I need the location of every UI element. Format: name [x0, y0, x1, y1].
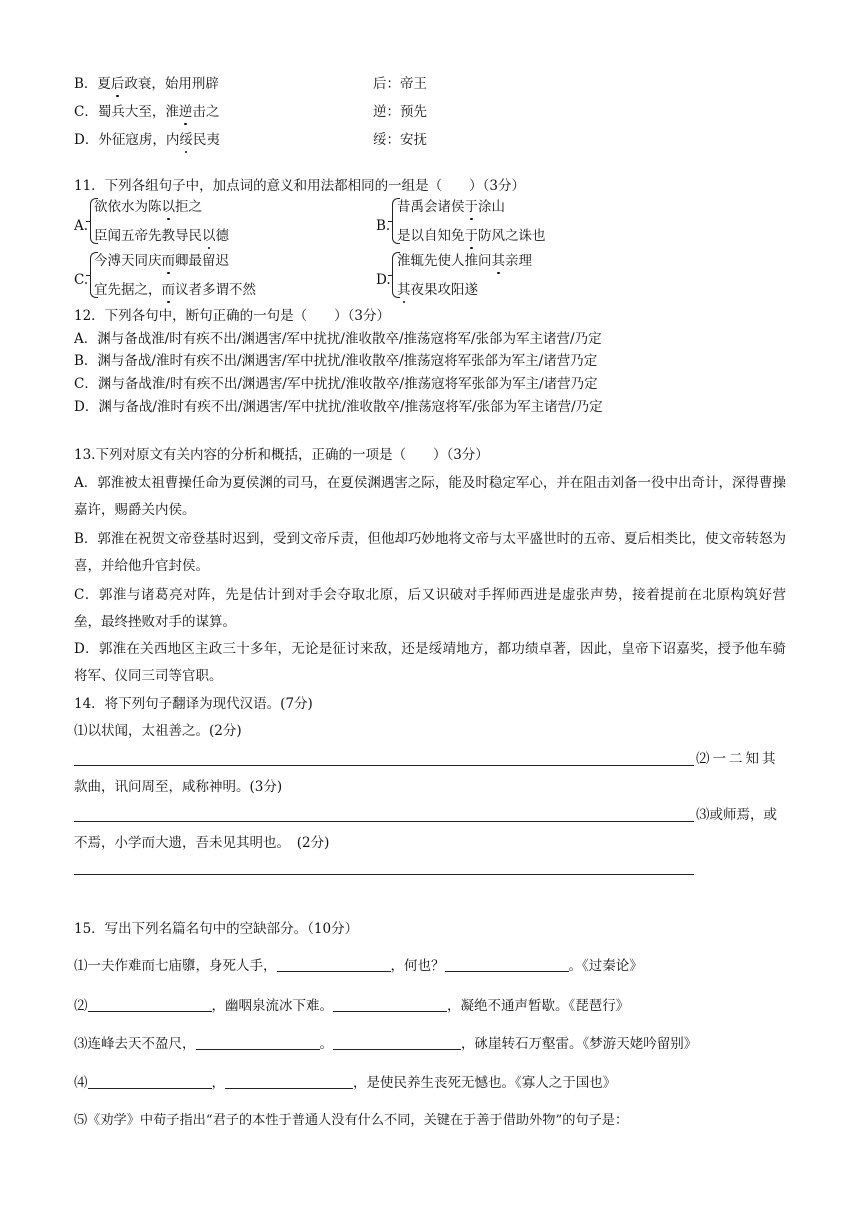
- q15-line-5: ⑸《劝学》中荀子指出“君子的本性于普通人没有什么不同，关键在于善于借助外物”的句子是：: [74, 1113, 629, 1128]
- q10-option-d: D．外征寇虏，内绥民夷: [74, 132, 220, 148]
- q11-c1: 今溥天同庆而卿最留迟: [94, 253, 229, 269]
- q14-answer-line-3[interactable]: [74, 874, 694, 875]
- q12-option-c: C．渊与备战淮/时有疾不出/渊遇害/军中扰扰/淮收散卒/推荡寇将军张郃为军主/诸营乃定: [74, 376, 598, 392]
- q15-line-2: ⑵ ，幽咽泉流冰下难。 ，凝绝不通声暂歇。《琵琶行》: [74, 998, 630, 1014]
- q13-stem: 13.下列对原文有关内容的分析和概括，正确的一项是（ ）（3分）: [74, 447, 489, 463]
- q15-blank-3b[interactable]: [333, 1035, 461, 1050]
- q13-option-b: B．郭淮在祝贺文帝登基时迟到，受到文帝斥责，但他却巧妙地将文帝与太平盛世时的五帝、夏后相类比，使文帝转怒为喜，并给他升官封侯。: [74, 531, 786, 574]
- q15-blank-1b[interactable]: [445, 957, 569, 972]
- q11-d2: 其夜果攻阳遂: [397, 282, 478, 298]
- q14-answer-line-2[interactable]: [74, 821, 694, 822]
- q14-sentence-2-tail: 款曲，讯问周至，咸称神明。(3分): [74, 779, 283, 795]
- q14-answer-line-1[interactable]: [74, 765, 694, 766]
- q11-b1: 昔禹会诸侯于涂山: [397, 199, 505, 215]
- q11-d1: 淮辄先使人推问其亲理: [397, 253, 532, 269]
- q14-sentence-1: ⑴以状闻，太祖善之。(2分): [74, 723, 242, 739]
- q11-a2: 臣闻五帝先教导民以德: [94, 228, 229, 244]
- q14-sentence-2-head: ⑵一二知其: [696, 751, 779, 767]
- q10-option-b-gloss: 后：帝王: [373, 76, 427, 92]
- q11-stem: 11．下列各组句子中，加点词的意义和用法都相同的一组是（ ）（3分）: [74, 178, 526, 194]
- q15-stem: 15．写出下列名篇名句中的空缺部分。（10分）: [74, 921, 359, 937]
- q11-b2: 是以自知免于防风之诛也: [397, 228, 546, 244]
- q11-a-label: A.: [74, 218, 89, 234]
- q11-c-label: C.: [74, 272, 89, 288]
- q14-sentence-3-head: ⑶或师焉，或: [696, 807, 777, 823]
- q15-blank-2b[interactable]: [333, 997, 447, 1012]
- q14-stem: 14．将下列句子翻译为现代汉语。(7分): [74, 696, 313, 712]
- q12-option-d: D．渊与备战/淮时有疾不出/渊遇害/军中扰扰/淮收散卒/推荡寇将军/张郃为军主诸营/乃定: [74, 399, 603, 415]
- q11-a1: 欲依水为陈以拒之: [94, 199, 202, 215]
- q15-blank-4a[interactable]: [88, 1074, 212, 1089]
- q11-b-label: B.: [376, 218, 391, 234]
- q11-d-label: D.: [376, 272, 391, 288]
- q14-sentence-3-tail: 不焉，小学而大遗，吾未见其明也。 (2分): [74, 835, 330, 851]
- q15-blank-2a[interactable]: [88, 997, 212, 1012]
- q11-c2: 宜先据之，而议者多谓不然: [94, 282, 256, 298]
- q15-blank-1a[interactable]: [277, 957, 391, 972]
- q15-line-3: ⑶连峰去天不盈尺， 。 ，砯崖转石万壑雷。《梦游天姥吟留别》: [74, 1036, 698, 1052]
- q15-line-4: ⑷ ， ，是使民养生丧死无憾也。《寡人之于国也》: [74, 1075, 617, 1091]
- q15-blank-3a[interactable]: [196, 1035, 320, 1050]
- q15-blank-4b[interactable]: [225, 1074, 353, 1089]
- q12-stem: 12．下列各句中，断句正确的一句是（ ）（3分）: [74, 308, 391, 324]
- q10-option-b: B．夏后政衰，始用刑辟: [74, 76, 219, 92]
- q10-option-c-gloss: 逆：预先: [373, 104, 427, 120]
- q15-line-1: ⑴一夫作难而七庙隳，身死人手， ，何也？ 。《过秦论》: [74, 958, 643, 974]
- q12-option-b: B．渊与备战/淮时有疾不出/渊遇害/军中扰扰/淮收散卒/推荡寇将军张郃为军主/诸营乃定: [74, 353, 598, 369]
- q10-option-d-gloss: 绥：安抚: [373, 132, 427, 148]
- q12-option-a: A．渊与备战淮/时有疾不出/渊遇害/军中扰扰/淮收散卒/推荡寇将军/张郃为军主诸营/乃定: [74, 331, 602, 347]
- q13-option-c: C．郭淮与诸葛亮对阵，先是估计到对手会夺取北原，后又识破对手挥师西进是虚张声势，接着提前在北原构筑好营垒，最终挫败对手的谋算。: [74, 587, 786, 630]
- q13-option-a: A．郭淮被太祖曹操任命为夏侯渊的司马，在夏侯渊遇害之际，能及时稳定军心，并在阻击刘备一役中出奇计，深得曹操嘉许，赐爵关内侯。: [74, 475, 786, 518]
- q10-option-c: C．蜀兵大至，淮逆击之: [74, 104, 220, 120]
- q13-option-d: D．郭淮在关西地区主政三十多年，无论是征讨来敌，还是绥靖地方，都功绩卓著，因此，皇帝下诏嘉奖，授予他车骑将军、仪同三司等官职。: [74, 641, 786, 684]
